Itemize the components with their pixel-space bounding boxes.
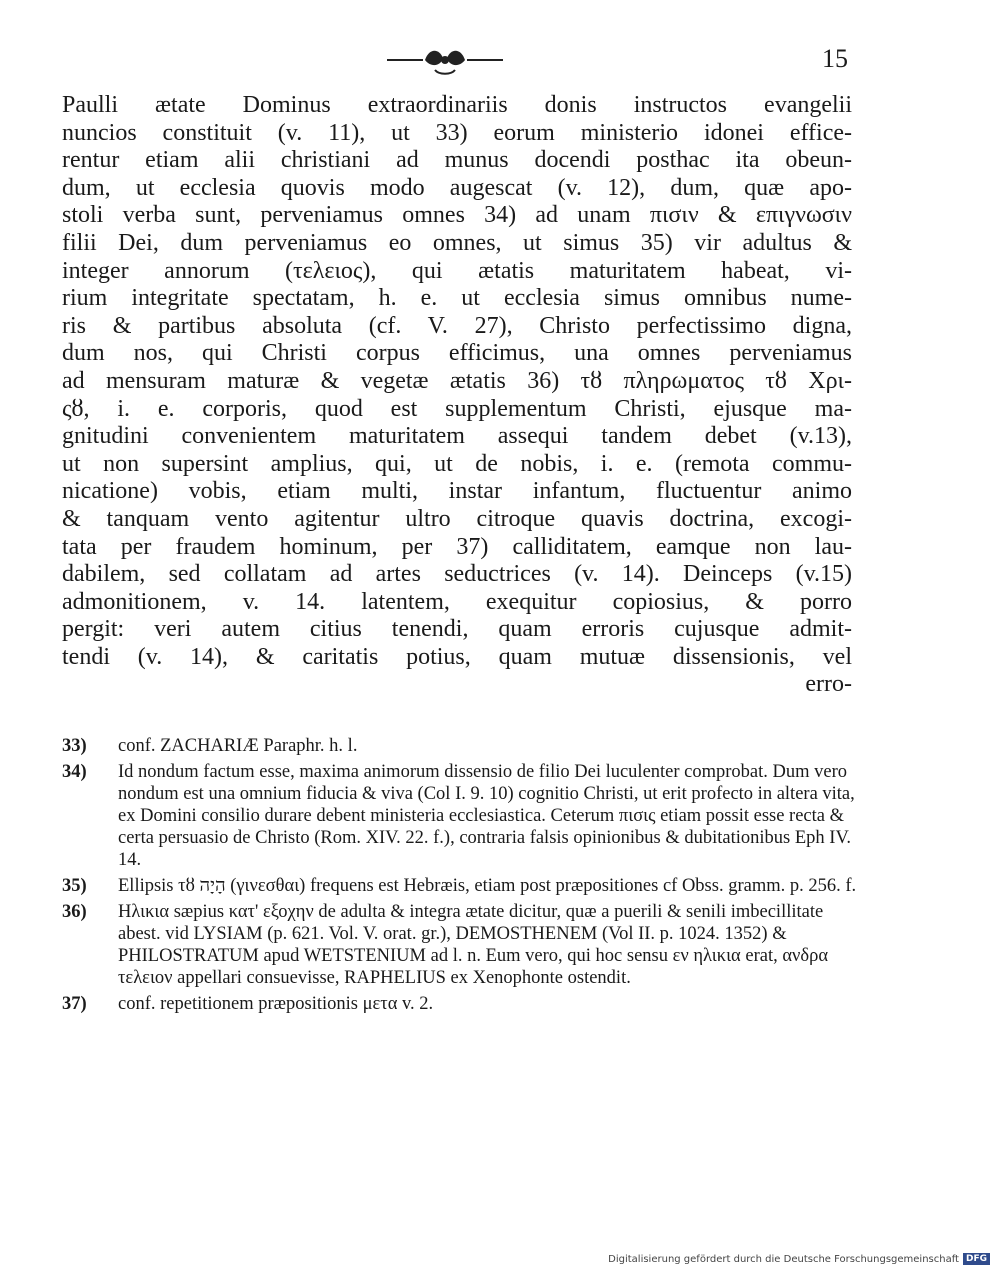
text-line: ut non supersint amplius, qui, ut de nobis, i. e. (remota commu-: [62, 450, 852, 477]
main-text-block: [62, 92, 852, 699]
text-line: & tanquam vento agitentur ultro citroque quavis doctrina, excogi-: [62, 505, 852, 532]
text-line: filii Dei, dum perveniamus eo omnes, ut simus 35) vir adultus &: [62, 229, 852, 256]
footnote-number: 37): [62, 994, 87, 1014]
footnote-number: 36): [62, 902, 87, 922]
page-number: 15: [822, 44, 848, 73]
footnote-number: 35): [62, 876, 87, 896]
text-line: rentur etiam alii christiani ad munus docendi posthac ita obeun-: [62, 147, 852, 174]
text-line: integer annorum (τελειος), qui ætatis maturitatem habeat, vi-: [62, 257, 852, 284]
text-line: ris & partibus absoluta (cf. V. 27), Christo perfectissimo digna,: [62, 312, 852, 339]
text-line: ad mensuram maturæ & vegetæ ætatis 36) τȣ πληρωματος τȣ Χρι-: [62, 367, 852, 394]
footnote-33: [62, 735, 862, 757]
text-line: dum nos, qui Christi corpus efficimus, una omnes perveniamus: [62, 340, 852, 367]
text-line: nuncios constituit (v. 11), ut 33) eorum ministerio idonei effice-: [62, 119, 852, 146]
footnote-number: 33): [62, 736, 87, 756]
text-line: dum, ut ecclesia quovis modo augescat (v. 12), dum, quæ apo-: [62, 174, 852, 201]
text-line: stoli verba sunt, perveniamus omnes 34) ad unam πισιν & επιγνωσιν: [62, 202, 852, 229]
footnote-text: Id nondum factum esse, maxima animorum dissensio de filio Dei luculenter comprobat. Dum vero nondum est una omnium fiducia & viva (Col I. 9. 10) cognitio Christi, ut erit profecto in altera vita, ex Domini consilio durare debent ministeria ecclesiastica. Ceterum πισις etiam possit esse recta & certa persuasio de Christo (Rom. XIV. 22. f.), contraria falsis opinionibus & dubitationibus Eph IV. 14.: [118, 762, 855, 870]
text-line: dabilem, sed collatam ad artes seductrices (v. 14). Deinceps (v.15): [62, 561, 852, 588]
text-line: tata per fraudem hominum, per 37) calliditatem, eamque non lau-: [62, 533, 852, 560]
dfg-logo: DFG: [963, 1253, 990, 1265]
text-line: Paulli ætate Dominus extraordinariis donis instructos evangelii: [62, 92, 852, 118]
footnote-text: conf. repetitionem præpositionis μετα v. 2.: [118, 994, 434, 1014]
footnote-35: [62, 875, 862, 897]
footnote-37: [62, 993, 862, 1015]
text-line: admonitionem, v. 14. latentem, exequitur copiosius, & porro: [62, 588, 852, 615]
footnote-34: [62, 761, 862, 871]
text-line: pergit: veri autem citius tenendi, quam erroris cujusque admit-: [62, 616, 852, 643]
footnote-36: [62, 901, 862, 989]
footnote-text: conf. ZACHARIÆ Paraphr. h. l.: [118, 736, 358, 756]
text-line: nicatione) vobis, etiam multi, instar infantum, fluctuentur animo: [62, 478, 852, 505]
text-line: tendi (v. 14), & caritatis potius, quam mutuæ dissensionis, vel: [62, 643, 852, 670]
footnotes-block: [62, 735, 862, 1019]
text-line: rium integritate spectatam, h. e. ut ecclesia simus omnibus nume-: [62, 285, 852, 312]
footnote-text: Ηλικια sæpius κατ' εξοχην de adulta & integra ætate dicitur, quæ a puerili & senili imbecillitate abest. vid LYSIAM (p. 621. Vol. V. orat. gr.), DEMOSTHENEM (Vol II. p. 1024. 1352) & PHILOSTRATUM apud WETSTENIUM ad l. n. Eum vero, qui hoc sensu εν ηλικια erat, ανδρα τελειον appellari consuevisse, RAPHELIUS ex Xenophonte ostendit.: [118, 902, 829, 988]
catchword: erro-: [805, 671, 852, 698]
footnote-text: Ellipsis τȣ הָיָה (γινεσθαι) frequens est Hebræis, etiam post præpositiones cf Obss. gramm. p. 256. f.: [118, 876, 857, 896]
text-line: ςȣ, i. e. corporis, quod est supplementum Christi, ejusque ma-: [62, 395, 852, 422]
text-line: gnitudini convenientem maturitatem assequi tandem debet (v.13),: [62, 423, 852, 450]
footnote-number: 34): [62, 762, 87, 782]
credit-text: Digitalisierung gefördert durch die Deutsche Forschungsgemeinschaft: [608, 1253, 959, 1265]
header-ornament: [385, 42, 505, 78]
digitization-credit: [608, 1253, 990, 1265]
